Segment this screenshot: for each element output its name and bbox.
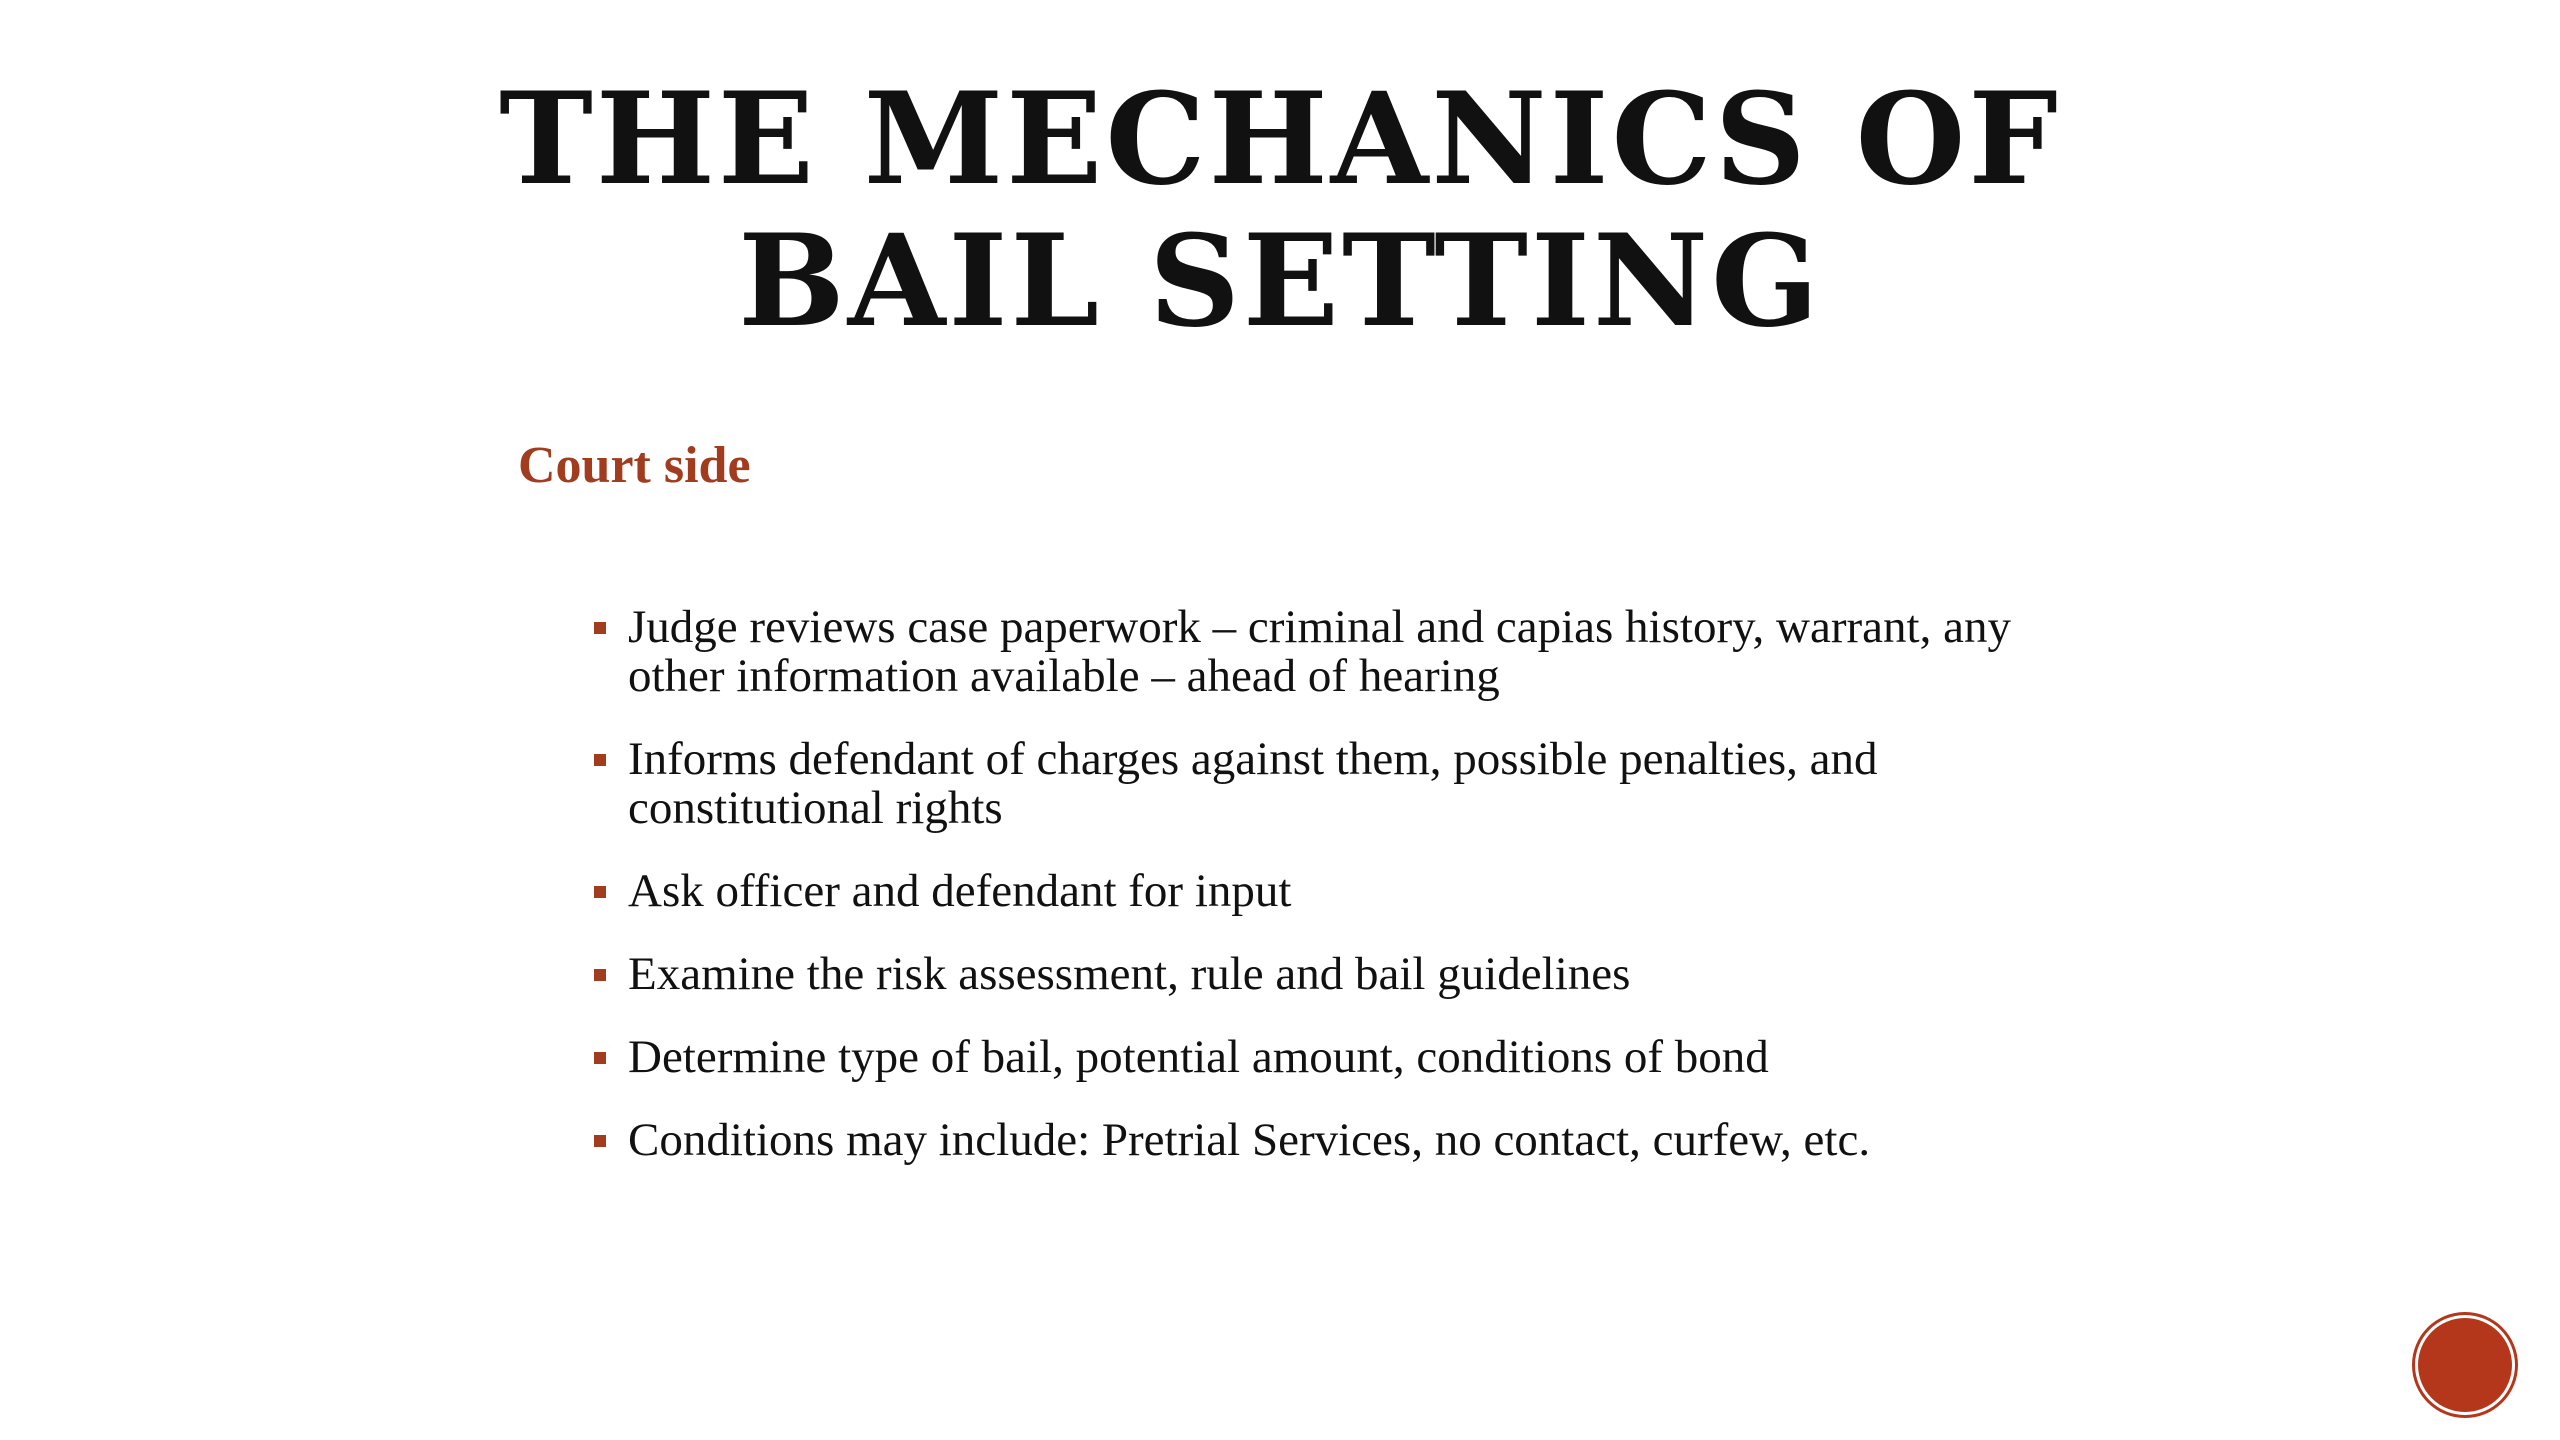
bullet-item bbox=[590, 603, 2030, 701]
subheading: Court side bbox=[518, 437, 751, 494]
bullet-list bbox=[590, 603, 2030, 1199]
bullet-item bbox=[590, 735, 2030, 833]
slide-number-badge[interactable] bbox=[2418, 1318, 2512, 1412]
square-bullet-icon bbox=[594, 1052, 606, 1064]
bullet-item bbox=[590, 1033, 2030, 1082]
title-line-1: THE MECHANICS OF bbox=[499, 65, 2061, 213]
bullet-item bbox=[590, 867, 2030, 916]
slide-title bbox=[0, 65, 2560, 355]
bullet-text: Determine type of bail, potential amount, conditions of bond bbox=[628, 1031, 1769, 1083]
square-bullet-icon bbox=[594, 754, 606, 766]
bullet-text: Informs defendant of charges against them, possible penalties, and constitutional rights bbox=[628, 733, 1878, 834]
square-bullet-icon bbox=[594, 886, 606, 898]
bullet-text: Conditions may include: Pretrial Services, no contact, curfew, etc. bbox=[628, 1114, 1871, 1166]
square-bullet-icon bbox=[594, 622, 606, 634]
bullet-text: Ask officer and defendant for input bbox=[628, 865, 1292, 917]
square-bullet-icon bbox=[594, 1135, 606, 1147]
bullet-item bbox=[590, 950, 2030, 999]
bullet-item bbox=[590, 1116, 2030, 1165]
bullet-text: Judge reviews case paperwork – criminal and capias history, warrant, any other information available – ahead of hearing bbox=[628, 601, 2011, 702]
square-bullet-icon bbox=[594, 969, 606, 981]
bullet-text: Examine the risk assessment, rule and bail guidelines bbox=[628, 948, 1631, 1000]
title-line-2: BAIL SETTING bbox=[738, 207, 1822, 355]
